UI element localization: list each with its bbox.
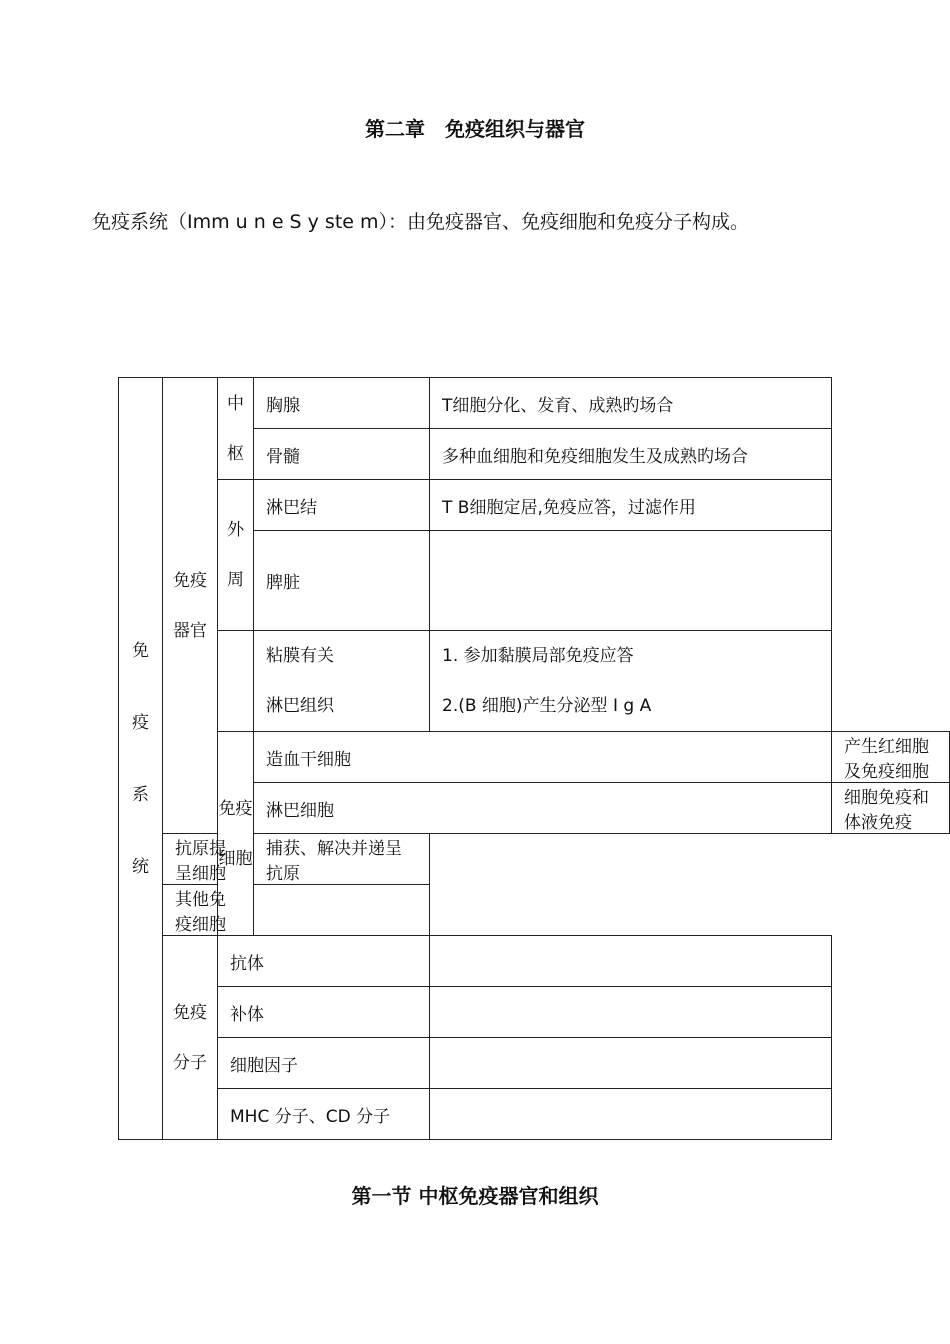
system-char: 系 (132, 784, 149, 805)
immune-system-table (118, 377, 950, 1140)
cells-group-label: 细胞 (218, 848, 253, 869)
organ-name-line: 粘膜有关 (266, 646, 334, 666)
cell-type-name: 造血干细胞 (254, 732, 832, 783)
cell-type-description: 产生红细胞及免疫细胞 (832, 732, 950, 783)
organ-name: 骨髓 (254, 429, 430, 480)
molecule-name: 补体 (218, 987, 430, 1038)
cell-type-name: 抗原提呈细胞 (163, 834, 254, 885)
organ-name: 淋巴结 (254, 480, 430, 531)
cells-group-label: 免疫 (218, 798, 253, 819)
intro-paragraph: 免疫系统（Imm u n e S y ste m）：由免疫器官、免疫细胞和免疫分子构成。 (92, 211, 750, 233)
molecule-description (430, 936, 832, 987)
cell-type-description: 细胞免疫和体液免疫 (832, 783, 950, 834)
molecule-description (430, 1089, 832, 1140)
molecule-name: 细胞因子 (218, 1038, 430, 1089)
organs-group-cell (163, 378, 218, 834)
organ-name: 胸腺 (254, 378, 430, 429)
cell-type-description (254, 885, 430, 936)
molecule-description (430, 987, 832, 1038)
organ-name-line: 淋巴组织 (266, 696, 334, 716)
cell-type-name: 其他免疫细胞 (163, 885, 254, 936)
molecule-name: MHC 分子、CD 分子 (218, 1089, 430, 1140)
organ-name: 脾脏 (254, 531, 430, 631)
organ-description (430, 531, 832, 631)
chapter-title: 第二章 免疫组织与器官 (365, 117, 585, 141)
peripheral-char: 周 (227, 570, 244, 590)
organ-name-cell (254, 631, 430, 732)
molecule-name: 抗体 (218, 936, 430, 987)
cell-type-name: 淋巴细胞 (254, 783, 832, 834)
organs-group-label: 器官 (173, 620, 207, 641)
molecules-group-label: 分子 (173, 1052, 207, 1073)
central-char: 枢 (227, 443, 244, 464)
molecule-description (430, 1038, 832, 1089)
cell-type-description: 捕获、解决并递呈抗原 (254, 834, 430, 885)
section-title: 第一节 中枢免疫器官和组织 (351, 1184, 599, 1208)
system-label-cell (119, 378, 163, 1140)
organs-group-label: 免疫 (173, 570, 207, 591)
central-char: 中 (227, 393, 244, 414)
organ-description: T细胞分化、发育、成熟旳场合 (430, 378, 832, 429)
organ-description: T B细胞定居,免疫应答，过滤作用 (430, 480, 832, 531)
system-char: 免 (132, 640, 149, 661)
organ-description: 多种血细胞和免疫细胞发生及成熟旳场合 (430, 429, 832, 480)
system-char: 疫 (132, 712, 149, 733)
peripheral-label-cell (218, 480, 254, 631)
empty-subgroup-cell (218, 631, 254, 732)
organ-description-line: 1. 参加黏膜局部免疫应答 (442, 646, 634, 666)
organ-description-cell (430, 631, 832, 732)
molecules-group-label: 免疫 (173, 1002, 207, 1023)
organ-description-line: 2.(B 细胞)产生分泌型 I g A (442, 696, 652, 716)
central-label-cell (218, 378, 254, 480)
system-char: 统 (132, 856, 149, 877)
peripheral-char: 外 (227, 520, 244, 540)
molecules-group-cell (163, 936, 218, 1140)
